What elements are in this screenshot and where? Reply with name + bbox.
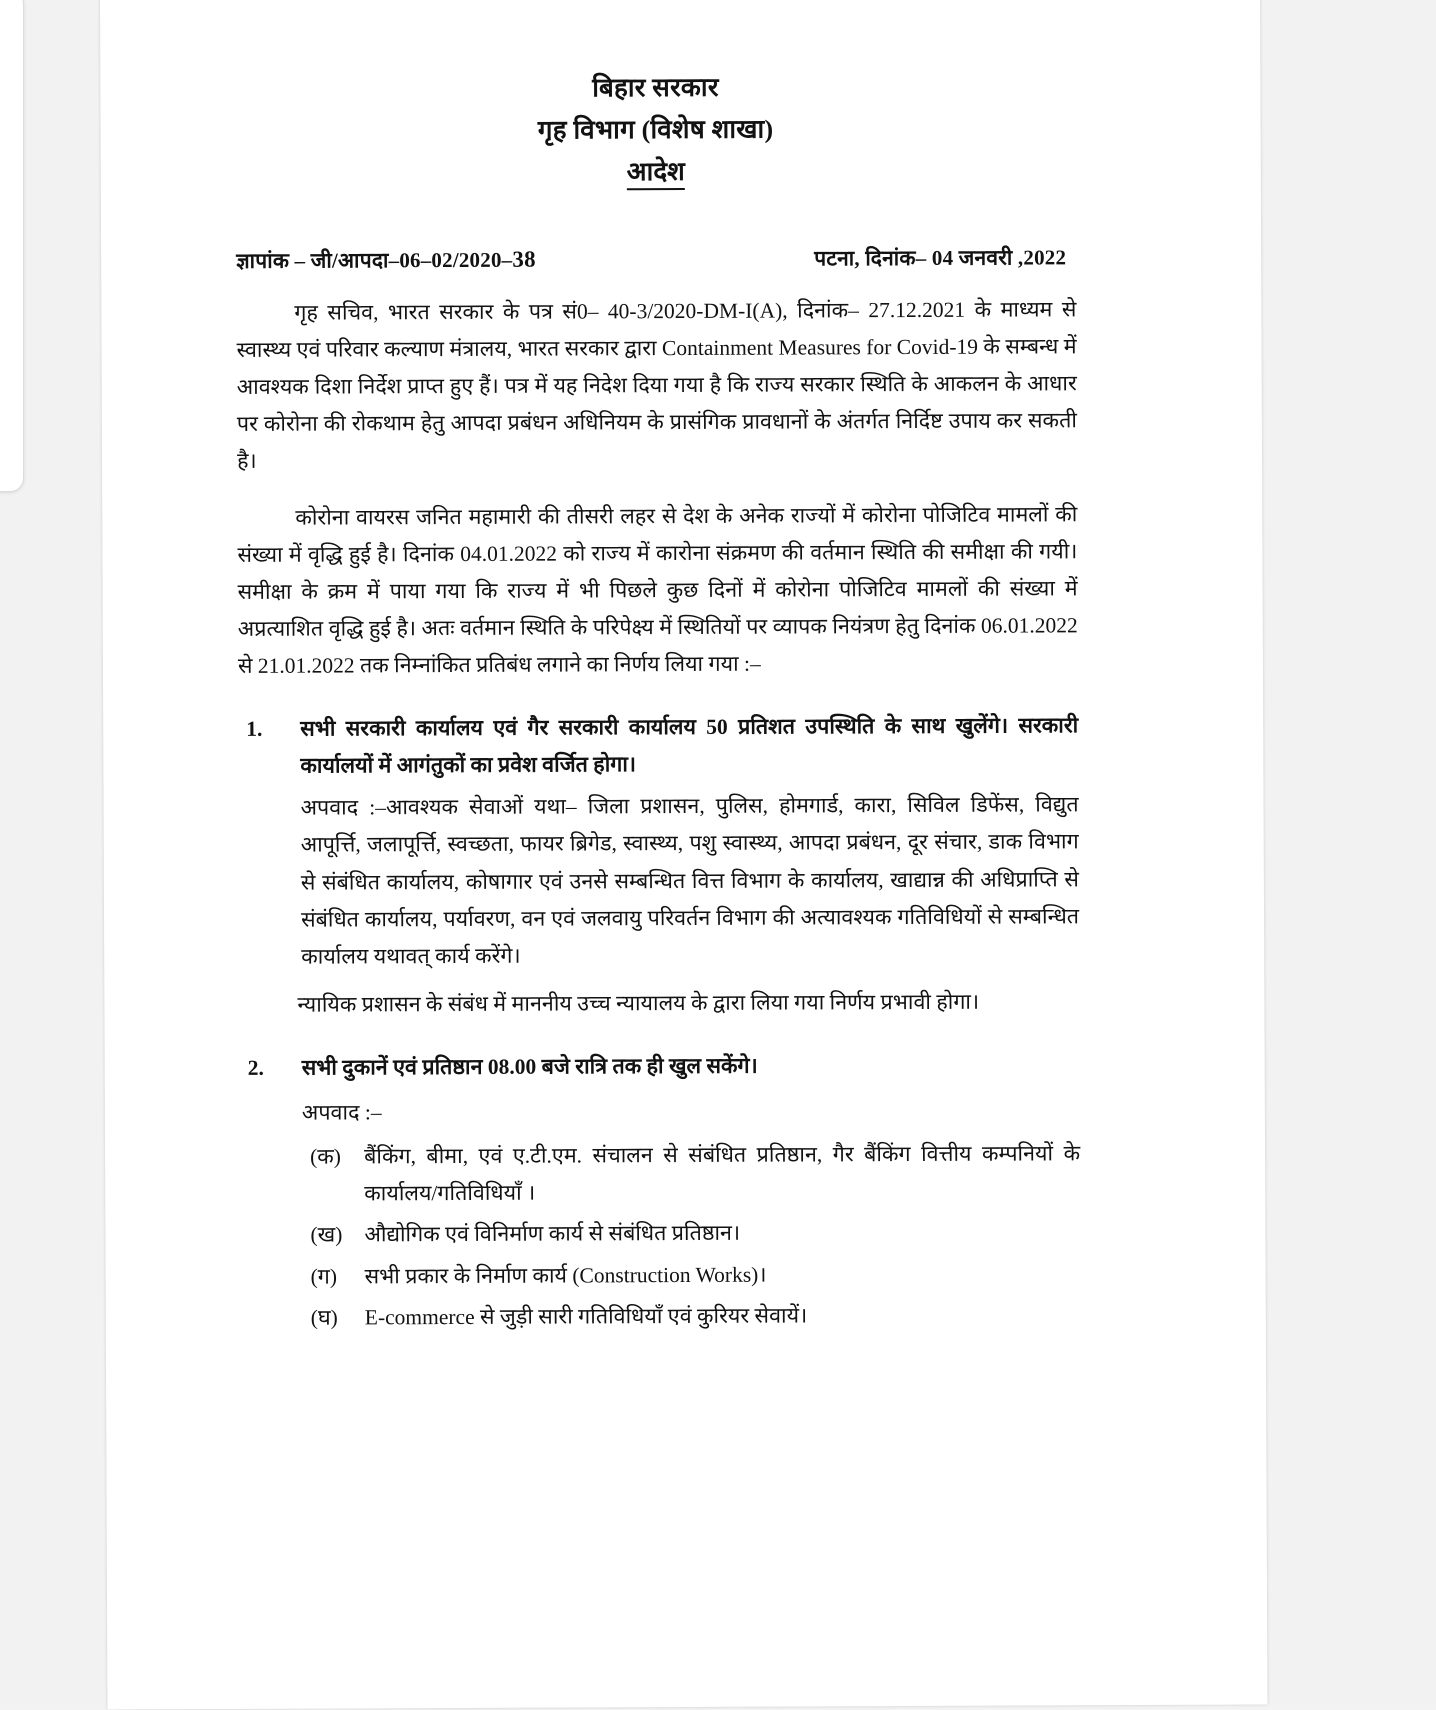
sub-item-text-kha: औद्योगिक एवं विनिर्माण कार्य से संबंधित प्रतिष्ठान। (364, 1221, 741, 1247)
clause-1-number: 1. (246, 716, 263, 741)
viewer-right-gutter (1254, 0, 1436, 1704)
sub-item-text-ga: सभी प्रकार के निर्माण कार्य (Construction Works)। (364, 1262, 767, 1289)
sub-item-marker-gha: (घ) (310, 1305, 338, 1330)
sub-item-marker-kha: (ख) (310, 1222, 343, 1248)
clause-2-body (302, 1046, 1081, 1337)
clause-1-body (297, 707, 1080, 1023)
document-page (100, 0, 1267, 1710)
clause-1-exception-text: आवश्यक सेवाओं यथा– जिला प्रशासन, पुलिस, होमगार्ड, कारा, सिविल डिफेंस, विद्युत आपूर्त्ति, जलापूर्त्ति, स्वच्छता, फायर ब्रिगेड, स्वास्थ्य, पशु स्वास्थ्य, आपदा प्रबंधन, दूर संचार, डाक विभाग से संबंधित कार्यालय, कोषागार एवं उनसे सम्बन्धित वित्त विभाग के कार्यालय, खाद्यान्न की अधिप्राप्ति से संबंधित कार्यालय, पर्यावरण, वन एवं जलवायु परिवर्तन विभाग की अत्यावश्यक गतिविधियों से सम्बन्धित कार्यालय यथावत् कार्य करेंगे। (300, 792, 1080, 970)
memo-place-date: पटना, दिनांक– 04 जनवरी ,2022 (814, 245, 1067, 271)
sub-item-text-ka: बैंकिंग, बीमा, एवं ए.टी.एम. संचालन से संबंधित प्रतिष्ठान, गैर बैंकिंग वित्तीय कम्पनियों के कार्यालय/गतिविधियाँ । (364, 1140, 1081, 1206)
memo-number-value: 38 (512, 246, 536, 273)
clause-1-note: न्यायिक प्रशासन के संबंध में माननीय उच्च न्यायालय के द्वारा लिया गया निर्णय प्रभावी होगा। (297, 989, 980, 1017)
sub-item-marker-ka: (क) (310, 1144, 341, 1169)
clause-2-sub-list (302, 1135, 1081, 1337)
clause-2-exception-label: अपवाद :– (301, 1100, 382, 1125)
clause-1-exception-paragraph (300, 786, 1079, 976)
header-line-order-title: आदेश (236, 149, 1076, 195)
document-header (235, 65, 1076, 195)
memo-row (236, 244, 1076, 276)
header-line-department: गृह विभाग (विशेष शाखा) (537, 114, 774, 145)
document-content (235, 65, 1081, 1337)
header-line-government: बिहार सरकार (592, 72, 719, 103)
list-item (302, 1135, 1080, 1213)
clause-2-title: सभी दुकानें एवं प्रतिष्ठान 08.00 बजे रात्रि तक ही खुल सकेंगे। (301, 1053, 758, 1080)
clause-1 (238, 707, 1079, 1023)
clause-1-title: सभी सरकारी कार्यालय एवं गैर सरकारी कार्यालय 50 प्रतिशत उपस्थिति के साथ खुलेंगे। सरकारी कार्यालयों में आगंतुकों का प्रवेश वर्जित होगा। (300, 713, 1079, 779)
viewer-side-panel-card (0, 0, 24, 492)
memo-number-prefix: ज्ञापांक – जी/आपदा–06–02/2020– (236, 248, 513, 274)
clause-2-number: 2. (247, 1055, 264, 1080)
clause-2 (240, 1046, 1081, 1338)
list-item (303, 1255, 1081, 1296)
clause-1-exception (300, 786, 1079, 976)
memo-number (236, 246, 536, 275)
list-item (303, 1297, 1081, 1338)
clause-1-exception-label: अपवाद :– (300, 795, 386, 820)
paragraph-1: गृह सचिव, भारत सरकार के पत्र सं0– 40-3/2020-DM-I(A), दिनांक– 27.12.2021 के माध्यम से स्वास्थ्य एवं परिवार कल्याण मंत्रालय, भारत सरकार द्वारा Containment Measures for Covid-19 के सम्बन्ध में आवश्यक दिशा निर्देश प्राप्त हुए हैं। पत्र में यह निदेश दिया गया है कि राज्य सरकार स्थिति के आकलन के आधार पर कोरोना की रोकथाम हेतु आपदा प्रबंधन अधिनियम के प्रासंगिक प्रावधानों के अंतर्गत निर्दिष्ट उपाय कर सकती है। (236, 297, 1077, 474)
list-item (302, 1214, 1080, 1255)
sub-item-marker-ga: (ग) (310, 1264, 338, 1289)
paragraph-2: कोरोना वायरस जनित महामारी की तीसरी लहर से देश के अनेक राज्यों में कोरोना पोजिटिव मामलों की संख्या में वृद्धि हुई है। दिनांक 04.01.2022 को राज्य में कारोना संक्रमण की वर्तमान स्थिति की समीक्षा की गयी। समीक्षा के क्रम में पाया गया कि राज्य में भी पिछले कुछ दिनों में कोरोना पोजिटिव मामलों की संख्या में अप्रत्याशित वृद्धि हुई है। अतः वर्तमान स्थिति के परिपेक्ष्य में स्थितियों पर व्यापक नियंत्रण हेतु दिनांक 06.01.2022 से 21.01.2022 तक निम्नांकित प्रतिबंध लगाने का निर्णय लिया गया :– (237, 502, 1078, 678)
sub-item-text-gha: E-commerce से जुड़ी सारी गतिविधियाँ एवं कुरियर सेवायें। (364, 1303, 808, 1330)
